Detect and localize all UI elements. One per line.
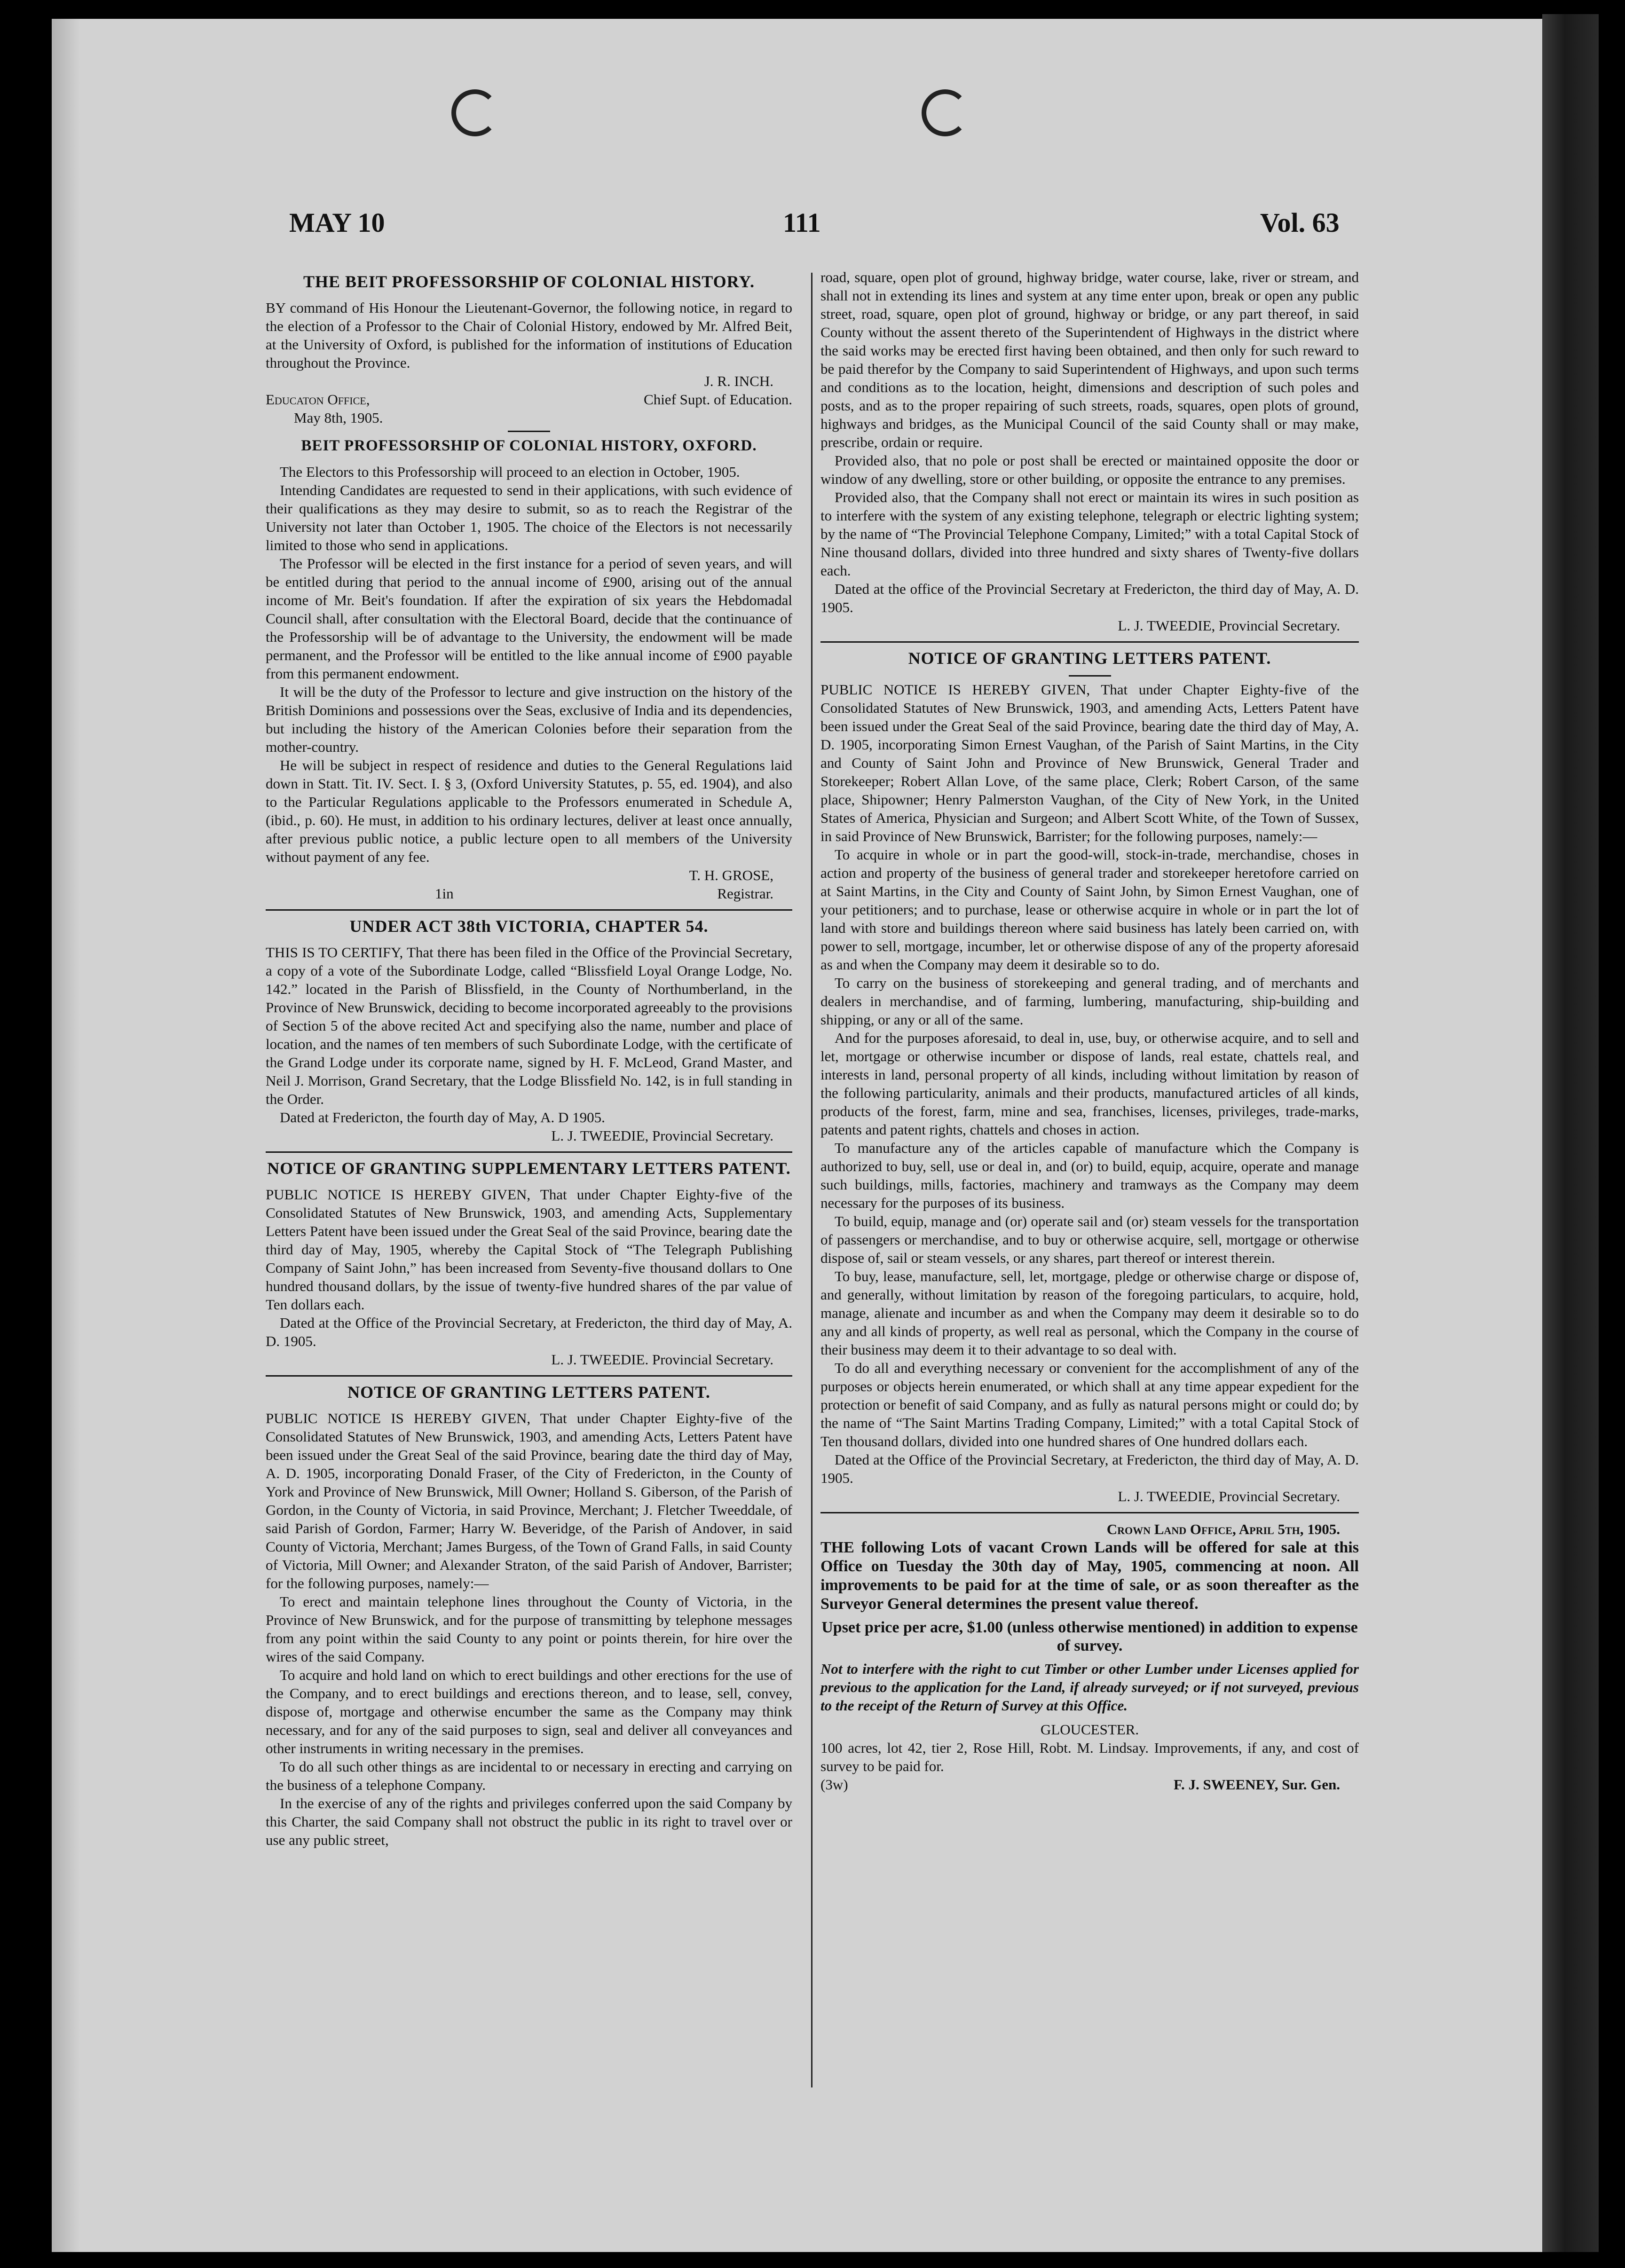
- crown-note: Not to interfere with the right to cut Timber or other Lumber under Licenses applied for previous to the application for the Land, if already surveyed; or if not surveyed, previous to the receipt of the Return of Survey at this Office.: [820, 1661, 1359, 1714]
- patent2-p5: To manufacture any of the articles capable of manufacture which the Company is authorized to buy, sell, use or deal in, and (or) to build, equip, acquire, operate and manage such buildings, mills, factories, machinery and tramways as the Company may deem necessary for the purposes of its business.: [820, 1140, 1359, 1211]
- patent-p4: To do all such other things as are incidental to or necessary in erecting and carrying on the business of a telephone Company.: [266, 1758, 792, 1793]
- divider: [820, 1512, 1359, 1513]
- cont-p2: Provided also, that no pole or post shall be erected or maintained opposite the door or window of any dwelling, store or other building, or opposite the entrance to any premises.: [820, 452, 1359, 487]
- header-date: MAY 10: [289, 207, 385, 238]
- divider: [266, 1151, 792, 1153]
- crown-mark: (3w): [820, 1776, 848, 1793]
- patent2-heading: NOTICE OF GRANTING LETTERS PATENT.: [908, 649, 1271, 668]
- oxford-signer: T. H. GROSE,: [689, 867, 773, 883]
- patent-heading: NOTICE OF GRANTING LETTERS PATENT.: [347, 1383, 710, 1402]
- patent-p2: To erect and maintain telephone lines throughout the County of Victoria, in the Province of New Brunswick, and for the purpose of transmitting by telephone messages from any point within the said County to any point or points therein, for hire over the wires of the said Company.: [266, 1593, 792, 1665]
- oxford-p3: The Professor will be elected in the first instance for a period of seven years, and will be entitled during that period to the annual income of £900, arising out of the annual income of Mr. Beit's foundation. If after the expiration of six years the Hebdomadal Council shall, after consultation with the Electoral Board, decide that the continuance of the Professorship will be of advantage to the University, the endowment will be made permanent, and the Professor will be entitled to the like annual income of £900 payable from this permanent endowment.: [266, 555, 792, 682]
- patent2-body: PUBLIC NOTICE IS HEREBY GIVEN, That under Chapter Eighty-five of the Consolidated Statutes of New Brunswick, 1903, and amending Acts, Letters Patent have been issued under the Great Seal of the said Province, bearing date the third day of May, A. D. 1905, incorporating Simon Ernest Vaughan, of the Parish of Saint Martins, in the City and County of Saint John and Province of New Brunswick, General Trader and Storekeeper; Robert Allan Love, of the same place, Clerk; Robert Carson, of the same place, Shipowner; Henry Palmerston Vaughan, of the City of New York, in the United States of America, Physician and Surgeon; and Albert Scott White, of the Town of Sussex, in said Province of New Brunswick, Barrister; for the following purposes, namely:—: [820, 681, 1359, 844]
- crown-lead: THE following Lots of vacant Crown Lands will be offered for sale at this Office on Tuesday the 30th day of May, 1905, commencing at noon. All improvements to be paid for at the time of sale, or as soon thereafter as the Surveyor General determines the present value thereof.: [820, 1539, 1359, 1613]
- divider: [820, 641, 1359, 643]
- patent2-p7: To buy, lease, manufacture, sell, let, mortgage, pledge or otherwise charge or dispose of, and generally, without limitation by reason of the foregoing particulars, to acquire, hold, manage, alienate and incumber as and when the Company may deem it desirable so to do any and all kinds of property, as well real as personal, which the Company in the course of their business may deem it to their advantage to so deal with.: [820, 1268, 1359, 1358]
- beit-date: May 8th, 1905.: [294, 410, 383, 426]
- cont-p1: road, square, open plot of ground, highway bridge, water course, lake, river or stream, and shall not in extending its lines and system at any time enter upon, break or open any public street, road, square, open plot of ground, highway or bridge, or any part thereof, in said County without the assent thereto of the Superintendent of Highways in the district where the said works may be erected first having been obtained, and then only for such reward to be paid therefor by the Company to said Superintendent of Highways, and upon such terms and conditions as to the location, height, dimensions and description of such poles and posts, and as to the proper repairing of such streets, roads, squares, open plots of ground, highways and bridges, as the Municipal Council of the said County shall or may make, prescribe, ordain or require.: [820, 269, 1359, 450]
- oxford-title-row: [266, 884, 792, 903]
- oxford-p4: It will be the duty of the Professor to lecture and give instruction on the history of the British Dominions and possessions over the Seas, exclusive of India and its dependencies, but including the history of the American Colonies before their separation from the mother-country.: [266, 684, 792, 755]
- act-heading: UNDER ACT 38th VICTORIA, CHAPTER 54.: [349, 917, 709, 936]
- crown-county: GLOUCESTER.: [1040, 1721, 1139, 1738]
- oxford-mark: 1in: [435, 885, 454, 902]
- act-signer: L. J. TWEEDIE, Provincial Secretary.: [551, 1127, 773, 1144]
- crown-upset: Upset price per acre, $1.00 (unless otherwise mentioned) in addition to expense of survey.: [821, 1619, 1358, 1654]
- beit-office-row: [266, 390, 792, 409]
- beit-heading: THE BEIT PROFESSORSHIP OF COLONIAL HISTORY.: [303, 272, 755, 291]
- cont-p3: Provided also, that the Company shall not erect or maintain its wires in such position as to interfere with the system of any existing telephone, telegraph or electric lighting system; by the name of “The Provincial Telephone Company, Limited;” with a total Capital Stock of Nine thousand dollars, divided into three hundred and sixty shares of Twenty-five dollars each.: [820, 489, 1359, 579]
- beit-signer: J. R. INCH.: [704, 373, 773, 389]
- patent-p3: To acquire and hold land on which to erect buildings and other erections for the use of the Company, and to erect buildings and erections thereon, and to lease, sell, convey, dispose of, mortgage and otherwise encumber the same as the Company may think necessary, and for any of the said purposes to sign, seal and deliver all conveyances and other instruments in writing necessary in the premises.: [266, 1667, 792, 1756]
- oxford-p1: The Electors to this Professorship will proceed to an election in October, 1905.: [280, 464, 740, 480]
- column-rule: [811, 273, 812, 2087]
- cont-dated: Dated at the office of the Provincial Secretary at Fredericton, the third day of May, A. D. 1905.: [820, 581, 1359, 615]
- page-left-edge: [52, 19, 80, 2252]
- divider: [508, 431, 550, 432]
- oxford-heading: BEIT PROFESSORSHIP OF COLONIAL HISTORY, OXFORD.: [301, 437, 757, 454]
- patent-p5: In the exercise of any of the rights and privileges conferred upon the said Company by this Charter, the said Company shall not obstruct the public in its right to travel over or use any public street,: [266, 1795, 792, 1848]
- supp-heading: NOTICE OF GRANTING SUPPLEMENTARY LETTERS PATENT.: [267, 1159, 791, 1178]
- crown-lot: 100 acres, lot 42, tier 2, Rose Hill, Robt. M. Lindsay. Improvements, if any, and cost of survey to be paid for.: [820, 1740, 1359, 1774]
- beit-title: Chief Supt. of Education.: [644, 391, 792, 408]
- crown-signer: F. J. SWEENEY, Sur. Gen.: [1173, 1776, 1340, 1793]
- oxford-title: Registrar.: [717, 885, 773, 902]
- act-body: THIS IS TO CERTIFY, That there has been filed in the Office of the Provincial Secretary, a copy of a vote of the Subordinate Lodge, called “Blissfield Loyal Orange Lodge, No. 142.” located in the Parish of Blissfield, in the County of Northumberland, in the Province of New Brunswick, deciding to become incorporated agreeably to the provisions of Section 5 of the above recited Act and specifying also the name, number and place of location, and the names of ten members of such Subordinate Lodge, with the certificate of the Grand Lodge under its corporate name, signed by H. F. McLeod, Grand Master, and Neil J. Morrison, Grand Secretary, that the Lodge Blissfield No. 142, is in full standing in the Order.: [266, 944, 792, 1107]
- cont-signer: L. J. TWEEDIE, Provincial Secretary.: [1118, 617, 1340, 634]
- supp-signer: L. J. TWEEDIE. Provincial Secretary.: [551, 1351, 773, 1368]
- supp-body: PUBLIC NOTICE IS HEREBY GIVEN, That under Chapter Eighty-five of the Consolidated Statutes of New Brunswick, 1903, and amending Acts, Supplementary Letters Patent have been issued under the Great Seal of the said Province, bearing date the third day of May, 1905, whereby the Capital Stock of “The Telegraph Publishing Company of Saint John,” has been increased from Seventy-five thousand dollars to One hundred thousand dollars, by the issue of twenty-five hundred shares of the par value of Ten dollars each.: [266, 1186, 792, 1313]
- volume: Vol. 63: [1260, 207, 1340, 238]
- divider: [266, 909, 792, 911]
- binding-hole-icon: [451, 89, 498, 136]
- oxford-p5: He will be subject in respect of residence and duties to the General Regulations laid down in Statt. Tit. IV. Sect. I. § 3, (Oxford University Statutes, p. 55, ed. 1904), and also to the Particular Regulations applicable to the Professors enumerated in Schedule A, (ibid., p. 60). He must, in addition to his ordinary lectures, deliver at least once annually, after previous public notice, a public lecture open to all members of the University without payment of any fee.: [266, 757, 792, 865]
- patent2-p8: To do all and everything necessary or convenient for the accomplishment of any of the purposes or objects herein enumerated, or which shall at any time appear expedient for the protection or benefit of said Company, and as fully as natural persons might or could do; by the name of “The Saint Martins Trading Company, Limited;” with a total Capital Stock of Ten thousand dollars, divided into one hundred shares of One hundred dollars each.: [820, 1360, 1359, 1449]
- divider: [1069, 675, 1111, 677]
- patent2-p3: To carry on the business of storekeeping and general trading, and of merchants and dealers in merchandise, and of farming, lumbering, manufacturing, ship-building and shipping, or any or all of the same.: [820, 975, 1359, 1028]
- patent2-dated: Dated at the Office of the Provincial Secretary, at Fredericton, the third day of May, A. D. 1905.: [820, 1451, 1359, 1486]
- act-dated: Dated at Fredericton, the fourth day of May, A. D 1905.: [280, 1109, 605, 1126]
- left-column: [266, 268, 792, 1849]
- binding-hole-icon: [922, 89, 969, 136]
- divider: [266, 1375, 792, 1377]
- oxford-p2: Intending Candidates are requested to send in their applications, with such evidence of their qualifications as they may desire to submit, so as to reach the Registrar of the University not later than October 1, 1905. The choice of the Electors is not necessarily limited to those who send in applications.: [266, 482, 792, 553]
- page-right-edge: [1542, 14, 1599, 2252]
- patent2-p2: To acquire in whole or in part the good-will, stock-in-trade, merchandise, choses in action and property of the business of general trader and storekeeper heretofore carried on at Saint Martins, in the City and County of Saint John, by Simon Ernest Vaughan, one of your petitioners; and to purchase, lease or otherwise acquire in whole or in part the lot of land with store and buildings thereon where said business has lately been carried on, with power to sell, mortgage, incumber, let or otherwise dispose of any of the property aforesaid as and when the Company may deem it desirable so to do.: [820, 846, 1359, 973]
- patent-body: PUBLIC NOTICE IS HEREBY GIVEN, That under Chapter Eighty-five of the Consolidated Statutes of New Brunswick, 1903, and amending Acts, Letters Patent have been issued under the Great Seal of the said Province, bearing date the third day of May, A. D. 1905, incorporating Donald Fraser, of the City of Fredericton, in the County of York and Province of New Brunswick, Mill Owner; Holland S. Giberson, of the Parish of Gordon, in the County of Victoria, in said Province, Merchant; J. Fletcher Tweeddale, of said Parish of Gordon, Farmer; Harry W. Beveridge, of the Parish of Andover, in said County of Victoria, Merchant; James Burgess, of the Town of Grand Falls, in said County of Victoria, Mill Owner; and Alexander Straton, of the said Parish of Andover, Barrister; for the following purposes, namely:—: [266, 1410, 792, 1591]
- beit-body: BY command of His Honour the Lieutenant-Governor, the following notice, in regard to the election of a Professor to the Chair of Colonial History, endowed by Mr. Alfred Beit, at the University of Oxford, is published for the information of institutions of Education throughout the Province.: [266, 299, 792, 371]
- crown-dateline: Crown Land Office, April 5th, 1905.: [1106, 1521, 1340, 1537]
- page-number: 111: [783, 207, 821, 238]
- crown-sign-row: [820, 1775, 1359, 1794]
- patent2-signer: L. J. TWEEDIE, Provincial Secretary.: [1118, 1488, 1340, 1504]
- beit-office: Educaton Office,: [266, 391, 370, 408]
- patent2-p6: To build, equip, manage and (or) operate sail and (or) steam vessels for the transportation of passengers or merchandise, and to buy or otherwise acquire, sell, mortgage or otherwise dispose of, sail or steam vessels, or any shares, part thereof or interest therein.: [820, 1213, 1359, 1266]
- supp-dated: Dated at the Office of the Provincial Secretary, at Fredericton, the third day of May, A. D. 1905.: [266, 1315, 792, 1349]
- right-column: [820, 268, 1359, 1794]
- patent2-p4: And for the purposes aforesaid, to deal in, use, buy, or otherwise acquire, and to sell and let, mortgage or otherwise incumber or dispose of lands, real estate, chattels real, and interests in land, personal property of all kinds, including without limitation by reason of the following particularity, animals and their products, manufactured articles of all kinds, products of the forest, farm, mine and sea, franchises, licenses, privileges, trade-marks, patents and patent rights, chattels and choses in action.: [820, 1030, 1359, 1138]
